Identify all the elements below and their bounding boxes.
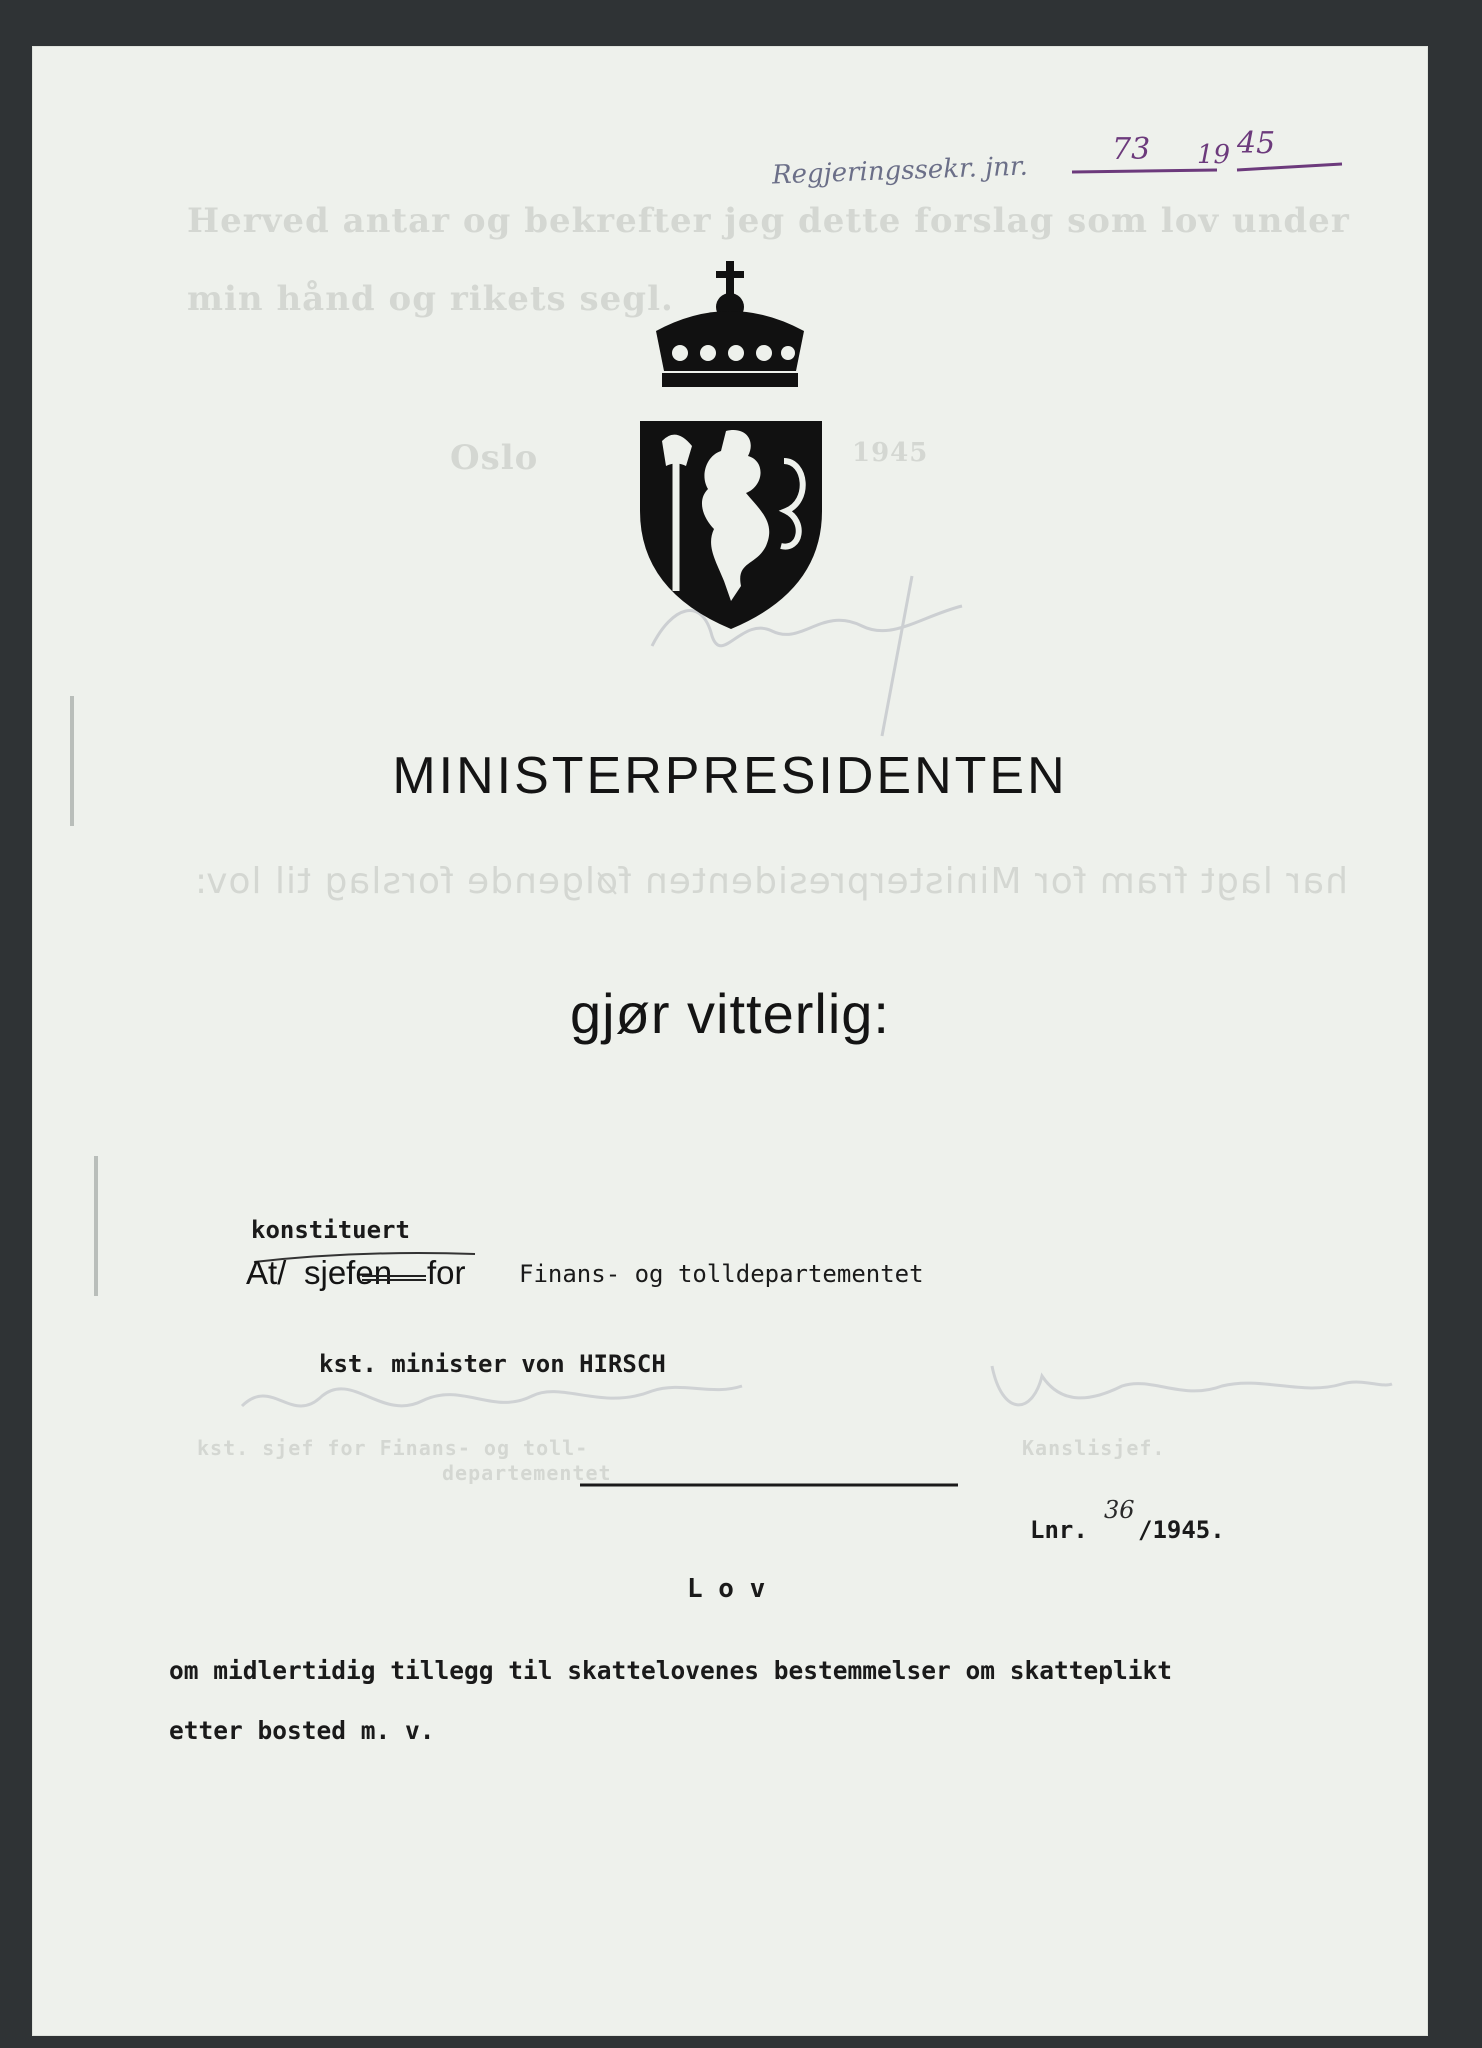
binding-mark [70, 696, 74, 826]
journal-note-underline [1067, 158, 1347, 178]
journal-note-label: Regjeringssekr. jnr. [771, 151, 1029, 191]
bleed-through-signature-right [982, 1346, 1402, 1426]
text-sjefen: sjefen [304, 1254, 393, 1291]
document-sheet [32, 46, 1428, 2036]
department-name: Finans- og tolldepartementet [519, 1260, 924, 1288]
lnr-label: Lnr. [1030, 1516, 1088, 1544]
text-for: for [427, 1254, 466, 1291]
lnr-number: 36 [1104, 1496, 1135, 1524]
law-description-line-1: om midlertidig tillegg til skattelovenes bestemmelser om skatteplikt [169, 1656, 1173, 1685]
binding-mark [94, 1156, 98, 1296]
bleed-through-line-2: min hånd og rikets segl. [187, 279, 674, 319]
text-at: At/ [246, 1254, 287, 1291]
lnr-year: /1945. [1138, 1516, 1225, 1544]
coat-of-arms-icon [636, 261, 826, 631]
journal-note-year-prefix: 19 [1197, 140, 1231, 170]
signature-line [580, 1482, 960, 1488]
bleed-through-date: 1945 [852, 438, 929, 468]
journal-note-number: 73 [1112, 132, 1151, 167]
page-title: MINISTERPRESIDENTEN [392, 747, 1068, 805]
law-title: L o v [687, 1574, 766, 1604]
strike-sjefen [360, 1272, 430, 1282]
inserted-word: konstituert [251, 1216, 410, 1244]
bleed-through-place: Oslo [450, 438, 539, 478]
journal-note-year-suffix: 45 [1237, 126, 1276, 161]
law-description-line-2: etter bosted m. v. [169, 1716, 435, 1745]
bleed-through-mirrored-line: har lagt fram for Ministerpresidenten følgende forslag til lov: [194, 861, 1349, 902]
bleed-through-caption-2: Kanslisjef. [1022, 1436, 1166, 1460]
page-subtitle: gjør vitterlig: [570, 982, 890, 1045]
bleed-through-caption-1: kst. sjef for Finans- og toll- [197, 1436, 589, 1460]
bleed-through-line-1: Herved antar og bekrefter jeg dette forslag som lov under [187, 201, 1350, 241]
bleed-through-caption-1b: departementet [442, 1461, 612, 1485]
minister-name: kst. minister von HIRSCH [319, 1350, 666, 1378]
